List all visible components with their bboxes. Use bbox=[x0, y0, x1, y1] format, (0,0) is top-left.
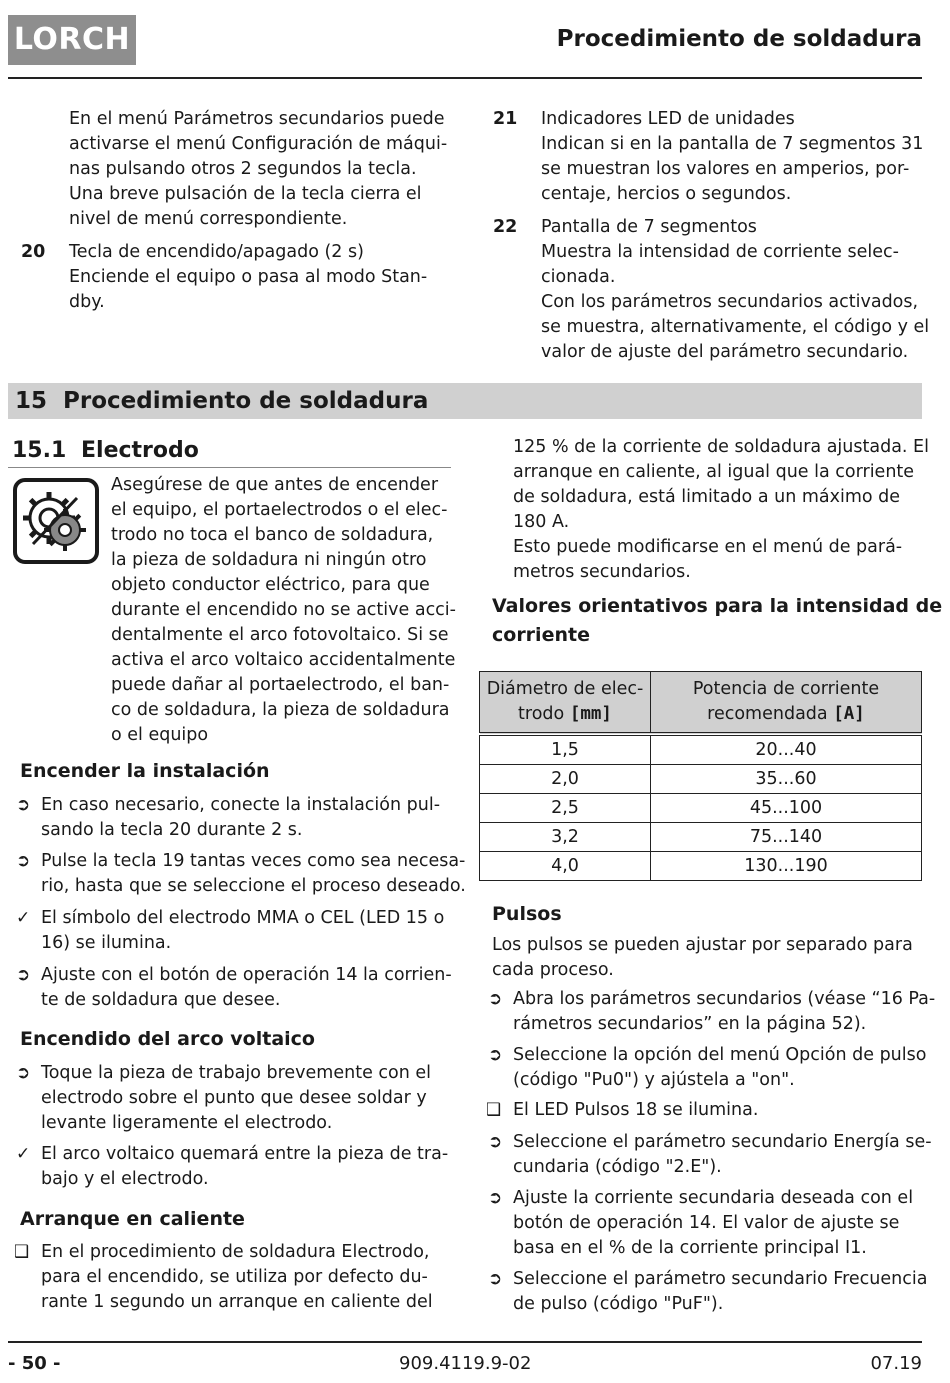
pulsos-intro: Los pulsos se pueden ajustar por separado para cada proceso. bbox=[492, 935, 913, 980]
checkbox-square-icon: ❑ bbox=[486, 1100, 502, 1120]
item-20-text: Tecla de encendido/apagado (2 s) Enciende el equipo o pasa al modo Stan- dby. bbox=[69, 242, 428, 312]
action-arrow-icon: ➲ bbox=[16, 965, 31, 985]
action-arrow-icon: ➲ bbox=[16, 1063, 31, 1083]
subsection-rule bbox=[8, 467, 451, 468]
check-icon: ✓ bbox=[16, 1144, 31, 1164]
list-item: Toque la pieza de trabajo brevemente con el electrodo sobre el punto que desee soldar y levante ligeramente el electrodo. bbox=[41, 1063, 432, 1133]
checkbox-square-icon: ❑ bbox=[14, 1242, 30, 1262]
action-arrow-icon: ➲ bbox=[488, 989, 503, 1009]
list-item: Ajuste la corriente secundaria deseada con el botón de operación 14. El valor de ajuste se basa en el % de la corriente principal I1. bbox=[513, 1188, 914, 1258]
list-item: El símbolo del electrodo MMA o CEL (LED 15 o 16) se ilumina. bbox=[41, 908, 445, 953]
table-row bbox=[480, 734, 922, 765]
action-arrow-icon: ➲ bbox=[16, 851, 31, 871]
cell-diameter: 2,5 bbox=[480, 794, 651, 823]
action-arrow-icon: ➲ bbox=[16, 795, 31, 815]
warning-text: Asegúrese de que antes de encender el equipo, el portaelectrodos o el elec- trodo no toca el banco de soldadura, la pieza de soldadura ni ningún otro objeto conductor eléctrico, para que durante el encendido no se active acci- dentalmente el arco fotovoltaico. Si se activa el arco voltaico accidentalmente puede dañar al portaelectrodo, el ban- co de soldadura, la pieza de soldadura o el equipo bbox=[111, 475, 456, 745]
heading-pulsos: Pulsos bbox=[492, 903, 562, 925]
cell-power: 20...40 bbox=[651, 734, 922, 765]
list-item: Seleccione el parámetro secundario Frecuencia de pulso (código "PuF"). bbox=[513, 1269, 928, 1314]
subsection-title: Electrodo bbox=[81, 438, 199, 463]
footer-rule bbox=[8, 1341, 922, 1343]
page-header-title: Procedimiento de soldadura bbox=[556, 26, 922, 52]
item-number-22: 22 bbox=[493, 217, 518, 237]
cell-power: 35...60 bbox=[651, 765, 922, 794]
document-number: 909.4119.9-02 bbox=[399, 1353, 532, 1374]
arranque-continuation-text: 125 % de la corriente de soldadura ajustada. El arranque en caliente, al igual que la corriente de soldadura, está limitado a un máximo de 180 A. Esto puede modificarse en el menú de pará- metros secundarios. bbox=[513, 437, 929, 582]
column-header-power: Potencia de corriente recomendada [A] bbox=[651, 672, 922, 735]
list-item: Seleccione la opción del menú Opción de pulso (código "Pu0") y ajústela a "on". bbox=[513, 1045, 927, 1090]
section-number: 15 bbox=[15, 388, 48, 414]
table-row bbox=[480, 852, 922, 881]
table-header-row bbox=[480, 672, 922, 735]
list-item: Pulse la tecla 19 tantas veces como sea necesa- rio, hasta que se seleccione el proceso deseado. bbox=[41, 851, 466, 896]
document-date: 07.19 bbox=[870, 1353, 922, 1374]
cell-diameter: 4,0 bbox=[480, 852, 651, 881]
cell-power: 130...190 bbox=[651, 852, 922, 881]
item-22-text: Pantalla de 7 segmentos Muestra la intensidad de corriente selec- cionada. Con los parámetros secundarios activados, se muestra, alternativamente, el código y el valor de ajuste del parámetro secundario. bbox=[541, 217, 930, 362]
heading-arranque: Arranque en caliente bbox=[20, 1208, 245, 1230]
cell-diameter: 1,5 bbox=[480, 734, 651, 765]
table-row bbox=[480, 765, 922, 794]
list-item: Abra los parámetros secundarios (véase “16 Pa- rámetros secundarios” en la página 52). bbox=[513, 989, 936, 1034]
action-arrow-icon: ➲ bbox=[488, 1132, 503, 1152]
section-title: Procedimiento de soldadura bbox=[63, 388, 429, 414]
section-heading-15 bbox=[8, 383, 922, 419]
cell-diameter: 3,2 bbox=[480, 823, 651, 852]
action-arrow-icon: ➲ bbox=[488, 1045, 503, 1065]
action-arrow-icon: ➲ bbox=[488, 1188, 503, 1208]
menu-continuation-text: En el menú Parámetros secundarios puede activarse el menú Configuración de máqui- nas pulsando otros 2 segundos la tecla. Una breve pulsación de la tecla cierra el nivel de menú correspondiente. bbox=[69, 109, 448, 229]
heading-encendido-arco: Encendido del arco voltaico bbox=[20, 1028, 315, 1050]
cell-diameter: 2,0 bbox=[480, 765, 651, 794]
page-number: - 50 - bbox=[8, 1353, 61, 1374]
list-item: Seleccione el parámetro secundario Energía se- cundaria (código "2.E"). bbox=[513, 1132, 932, 1177]
list-item: El LED Pulsos 18 se ilumina. bbox=[513, 1100, 759, 1120]
cell-power: 75...140 bbox=[651, 823, 922, 852]
table-row bbox=[480, 794, 922, 823]
item-21-text: Indicadores LED de unidades Indican si en la pantalla de 7 segmentos 31 se muestran los valores en amperios, por- centaje, hercios o segundos. bbox=[541, 109, 924, 204]
list-item: Ajuste con el botón de operación 14 la corrien- te de soldadura que desee. bbox=[41, 965, 452, 1010]
cell-power: 45...100 bbox=[651, 794, 922, 823]
check-icon: ✓ bbox=[16, 908, 31, 928]
action-arrow-icon: ➲ bbox=[488, 1269, 503, 1289]
column-header-diameter: Diámetro de elec- trodo [mm] bbox=[480, 672, 651, 735]
lorch-logo: LORCH bbox=[8, 15, 136, 65]
list-item: En caso necesario, conecte la instalación pul- sando la tecla 20 durante 2 s. bbox=[41, 795, 441, 840]
list-item: En el procedimiento de soldadura Electrodo, para el encendido, se utiliza por defecto du- rante 1 segundo un arranque en caliente del bbox=[41, 1242, 433, 1312]
item-number-21: 21 bbox=[493, 109, 518, 129]
subsection-number: 15.1 bbox=[12, 438, 67, 463]
item-number-20: 20 bbox=[21, 242, 46, 262]
current-values-table bbox=[479, 671, 922, 881]
heading-encender: Encender la instalación bbox=[20, 760, 270, 782]
table-row bbox=[480, 823, 922, 852]
gear-cog-warning-icon bbox=[13, 478, 99, 564]
list-item: El arco voltaico quemará entre la pieza de tra- bajo y el electrodo. bbox=[41, 1144, 449, 1189]
header-rule bbox=[8, 77, 922, 79]
heading-valores: Valores orientativos para la intensidad de corriente bbox=[492, 595, 943, 646]
